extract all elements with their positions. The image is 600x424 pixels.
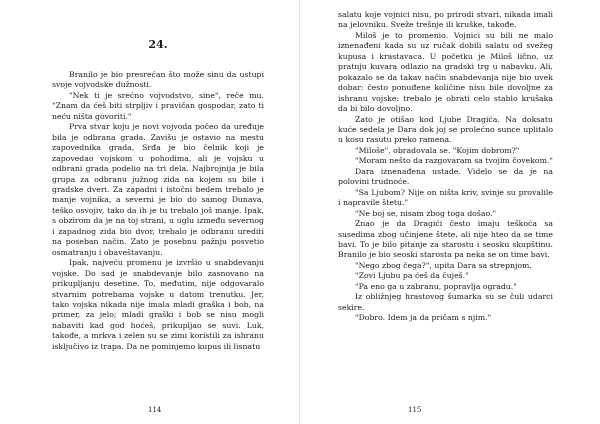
paragraph: "Dobro. Idem ja da pričam s njim." [355, 313, 492, 323]
paragraph: salatu koje vojnici nisu, po prirodi stvari, nikada imali na jelovniku. Sveže trešnje ili kruške, takođe. [338, 10, 553, 30]
paragraph: "Zovi Ljubu pa ćeš da čuješ." [355, 271, 469, 281]
paragraph: Dara iznenađena ustade. Videlo se da je na polovini trudnoće. [338, 166, 553, 187]
left-page-text [52, 70, 264, 352]
paragraph: Ipak, najveću promenu je izvršio u snabdevanju vojske. Do sad je snabdevanje bilo zasnovano na prikupljanju desetine. To, međutim, nije odgovaralo stvarnim potrebama vojske u datom trenutku. Jer, tako vojska nikada nije imala mladi graška i bob, na primer, za jelo; mladi graški i bob se nisu mogli nabaviti kad god hoćeš, prikupljao se suvi. Luk, takođe, a mrkva i zelen su se zimi koristili za ishranu isključivo iz trapa. Da ne pominjemo kupus ili lisnatu [52, 258, 264, 351]
paragraph: "Moram nešto da razgovaram sa tvojim čovekom." [355, 156, 553, 166]
page-number: 115 [408, 406, 422, 414]
right-page-text [338, 10, 553, 324]
paragraph: "Sa Ljubom? Nije on ništa kriv, svinje su provalile i napravile štetu." [338, 187, 553, 208]
paragraph: Znao je da Dragići često imaju teškoća sa susedima zbog učinjene štete, ali nije hteo da se time bavi. To je bilo pitanje za starostu i seosku skupštinu. Branilo je bio seoski starosta pa neka se on time bavi. [338, 219, 553, 260]
page-number: 114 [148, 406, 162, 414]
paragraph: "Nego zbog čega?", upita Dara sa strepnjom. [355, 260, 532, 270]
right-page [300, 0, 600, 424]
paragraph: "Miloše", obradovala se. "Kojim dobrom?" [355, 145, 520, 155]
paragraph: "Nek ti je srećno vojvodstvo, sine", reče mu. "Znam da ćeš biti strpljiv i pravičan gospodar, zato ti neću ništa govoriti." [52, 90, 264, 121]
paragraph: "Ne boj se, nisam zbog toga došao." [355, 208, 497, 218]
paragraph: Prva stvar koju je novi vojvoda počeo da uređuje bila je odbrana grada. Zavišu je ostavio na mestu zapovednika grada, Srđa je bio čelnik koji je zapovedao vojskom u pohodima, ali je vojsku u odbrani grada podelio na tri dela. Najbrojnija je bila grupa za odbranu južnog zida na kojem su bile i gradske dveri. Za zapadni i istočni bedem trebalo je manje vojnika, a severni je bio do samog Dunava, teško osvojiv, tako da ih je tu trebalo još manje. Ipak, s obzirom da je na toj strani, u uglu između severnog i zapadnog zida bio dvor, trebalo je odbranu urediti na poseban način. Zato je posebnu pažnju posvetio osmatranju i obaveštavanju. [52, 122, 264, 257]
paragraph: "Pa eno ga u zabranu, popravlja ogradu." [355, 281, 517, 291]
paragraph: Branilo je bio presrećan što može sinu da ustupi svoje vojvodske dužnosti. [52, 70, 264, 90]
paragraph: Iz obližnjeg hrastovog šumarka su se čuli udarci sekire. [338, 292, 553, 312]
paragraph: Miloš je to promenio. Vojnici su bili ne malo iznenađeni kada su uz ručak dobili salatu od svežeg kupusa i krastavaca. U početku je Miloš lično, uz pratnju kuvara odlazio na gradski trg u nabavku. Ali, pokazalo se da takav način snabdevanja nije bio uvek dobar: često ponuđene količine nisu bile dovoljne za ishranu vojske: trebalo je obrati celo stablo krušaka da bi bilo dovoljno. [338, 30, 553, 114]
chapter-title: 24. [148, 38, 168, 51]
paragraph: Zato je otišao kod Ljube Dragića. Na doksatu kuće sedela je Dara dok joj se prolećno sunce uplitalo u kosu rasutu preko ramena. [338, 114, 553, 145]
